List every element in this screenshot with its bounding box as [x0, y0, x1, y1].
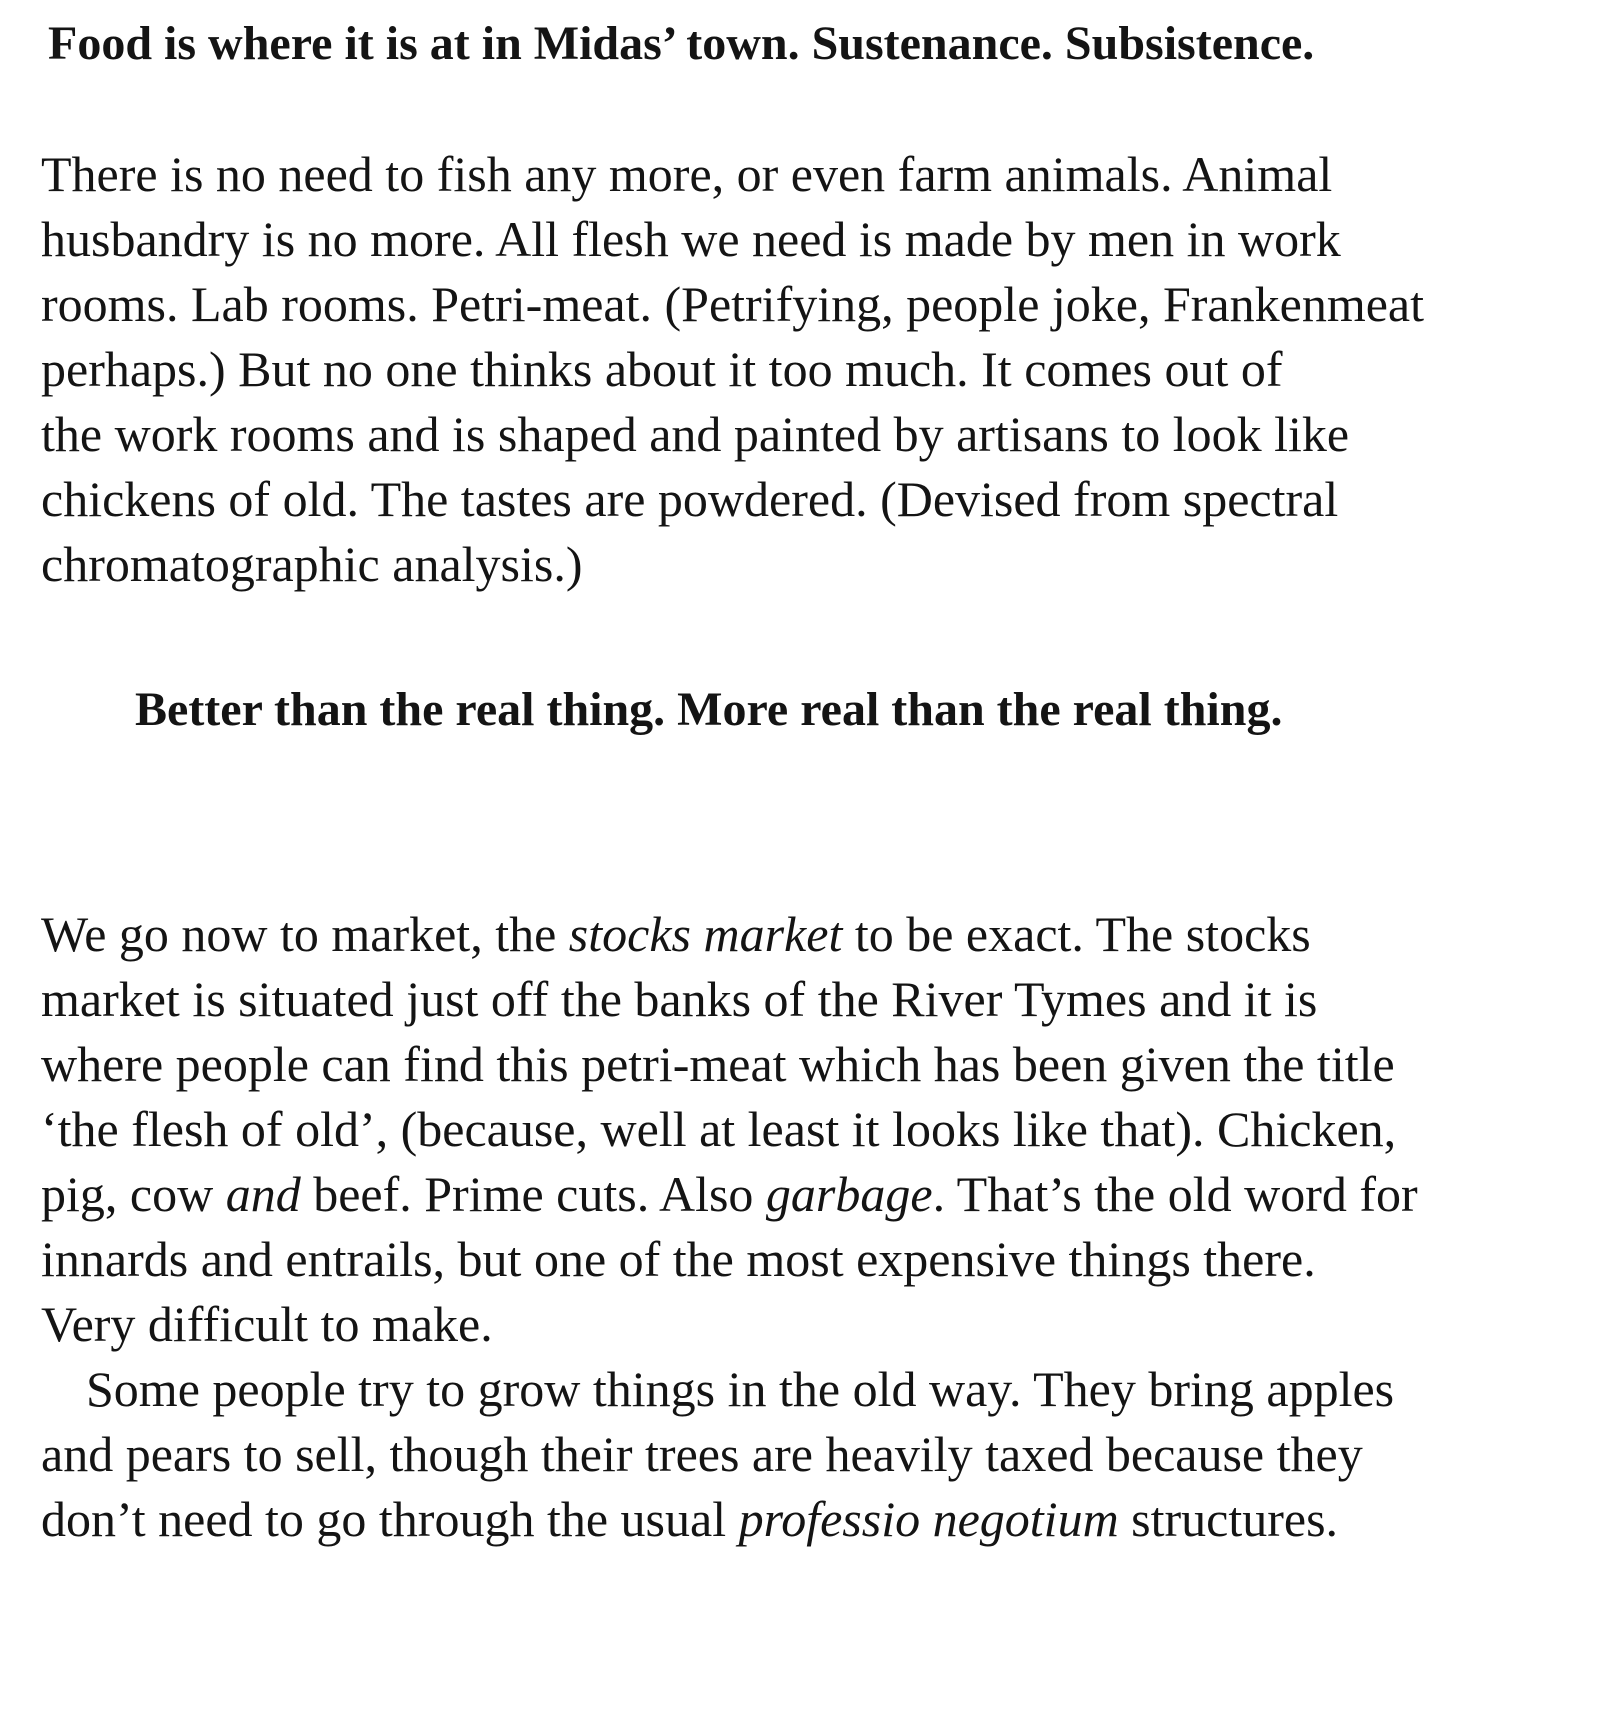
text-line: the work rooms and is shaped and painted by artisans to look like: [41, 406, 1350, 462]
text-line: chickens of old. The tastes are powdered. (Devised from spectral: [41, 471, 1339, 527]
text-line: where people can find this petri-meat which has been given the title: [41, 1036, 1395, 1092]
text-line: [41, 1164, 1418, 1224]
italic-professio-negotium: professio negotium: [738, 1491, 1119, 1547]
text-line: husbandry is no more. All flesh we need is made by men in work: [41, 211, 1341, 267]
heading-better-than-real: Better than the real thing. More real than the real thing.: [135, 683, 1283, 736]
text-run: structures.: [1118, 1491, 1339, 1547]
text-line: perhaps.) But no one thinks about it too much. It comes out of: [41, 341, 1283, 397]
text-run: . That’s the old word for: [932, 1166, 1418, 1222]
text-line: and pears to sell, though their trees are heavily taxed because they: [41, 1426, 1363, 1482]
heading-food: Food is where it is at in Midas’ town. Sustenance. Subsistence.: [48, 17, 1315, 70]
text-line: innards and entrails, but one of the most expensive things there.: [41, 1231, 1316, 1287]
text-run: to be exact. The stocks: [842, 906, 1311, 962]
text-line: rooms. Lab rooms. Petri-meat. (Petrifying, people joke, Frankenmeat: [41, 276, 1424, 332]
text-run: beef. Prime cuts. Also: [300, 1166, 766, 1222]
text-run: pig, cow: [41, 1166, 226, 1222]
italic-and: and: [225, 1166, 301, 1222]
text-line: There is no need to fish any more, or even farm animals. Animal: [41, 146, 1333, 202]
text-line: [41, 1489, 1338, 1549]
text-line: Some people try to grow things in the old way. They bring apples: [86, 1361, 1395, 1417]
text-run: We go now to market, the: [41, 906, 569, 962]
text-line: market is situated just off the banks of the River Tymes and it is: [41, 971, 1318, 1027]
italic-garbage: garbage: [765, 1166, 933, 1222]
text-line: Very difficult to make.: [41, 1296, 493, 1352]
italic-stocks-market: stocks market: [568, 906, 843, 962]
text-line: ‘the flesh of old’, (because, well at least it looks like that). Chicken,: [41, 1101, 1397, 1157]
text-run: don’t need to go through the usual: [41, 1491, 739, 1547]
text-line: [41, 904, 1311, 964]
text-line: chromatographic analysis.): [41, 536, 583, 592]
